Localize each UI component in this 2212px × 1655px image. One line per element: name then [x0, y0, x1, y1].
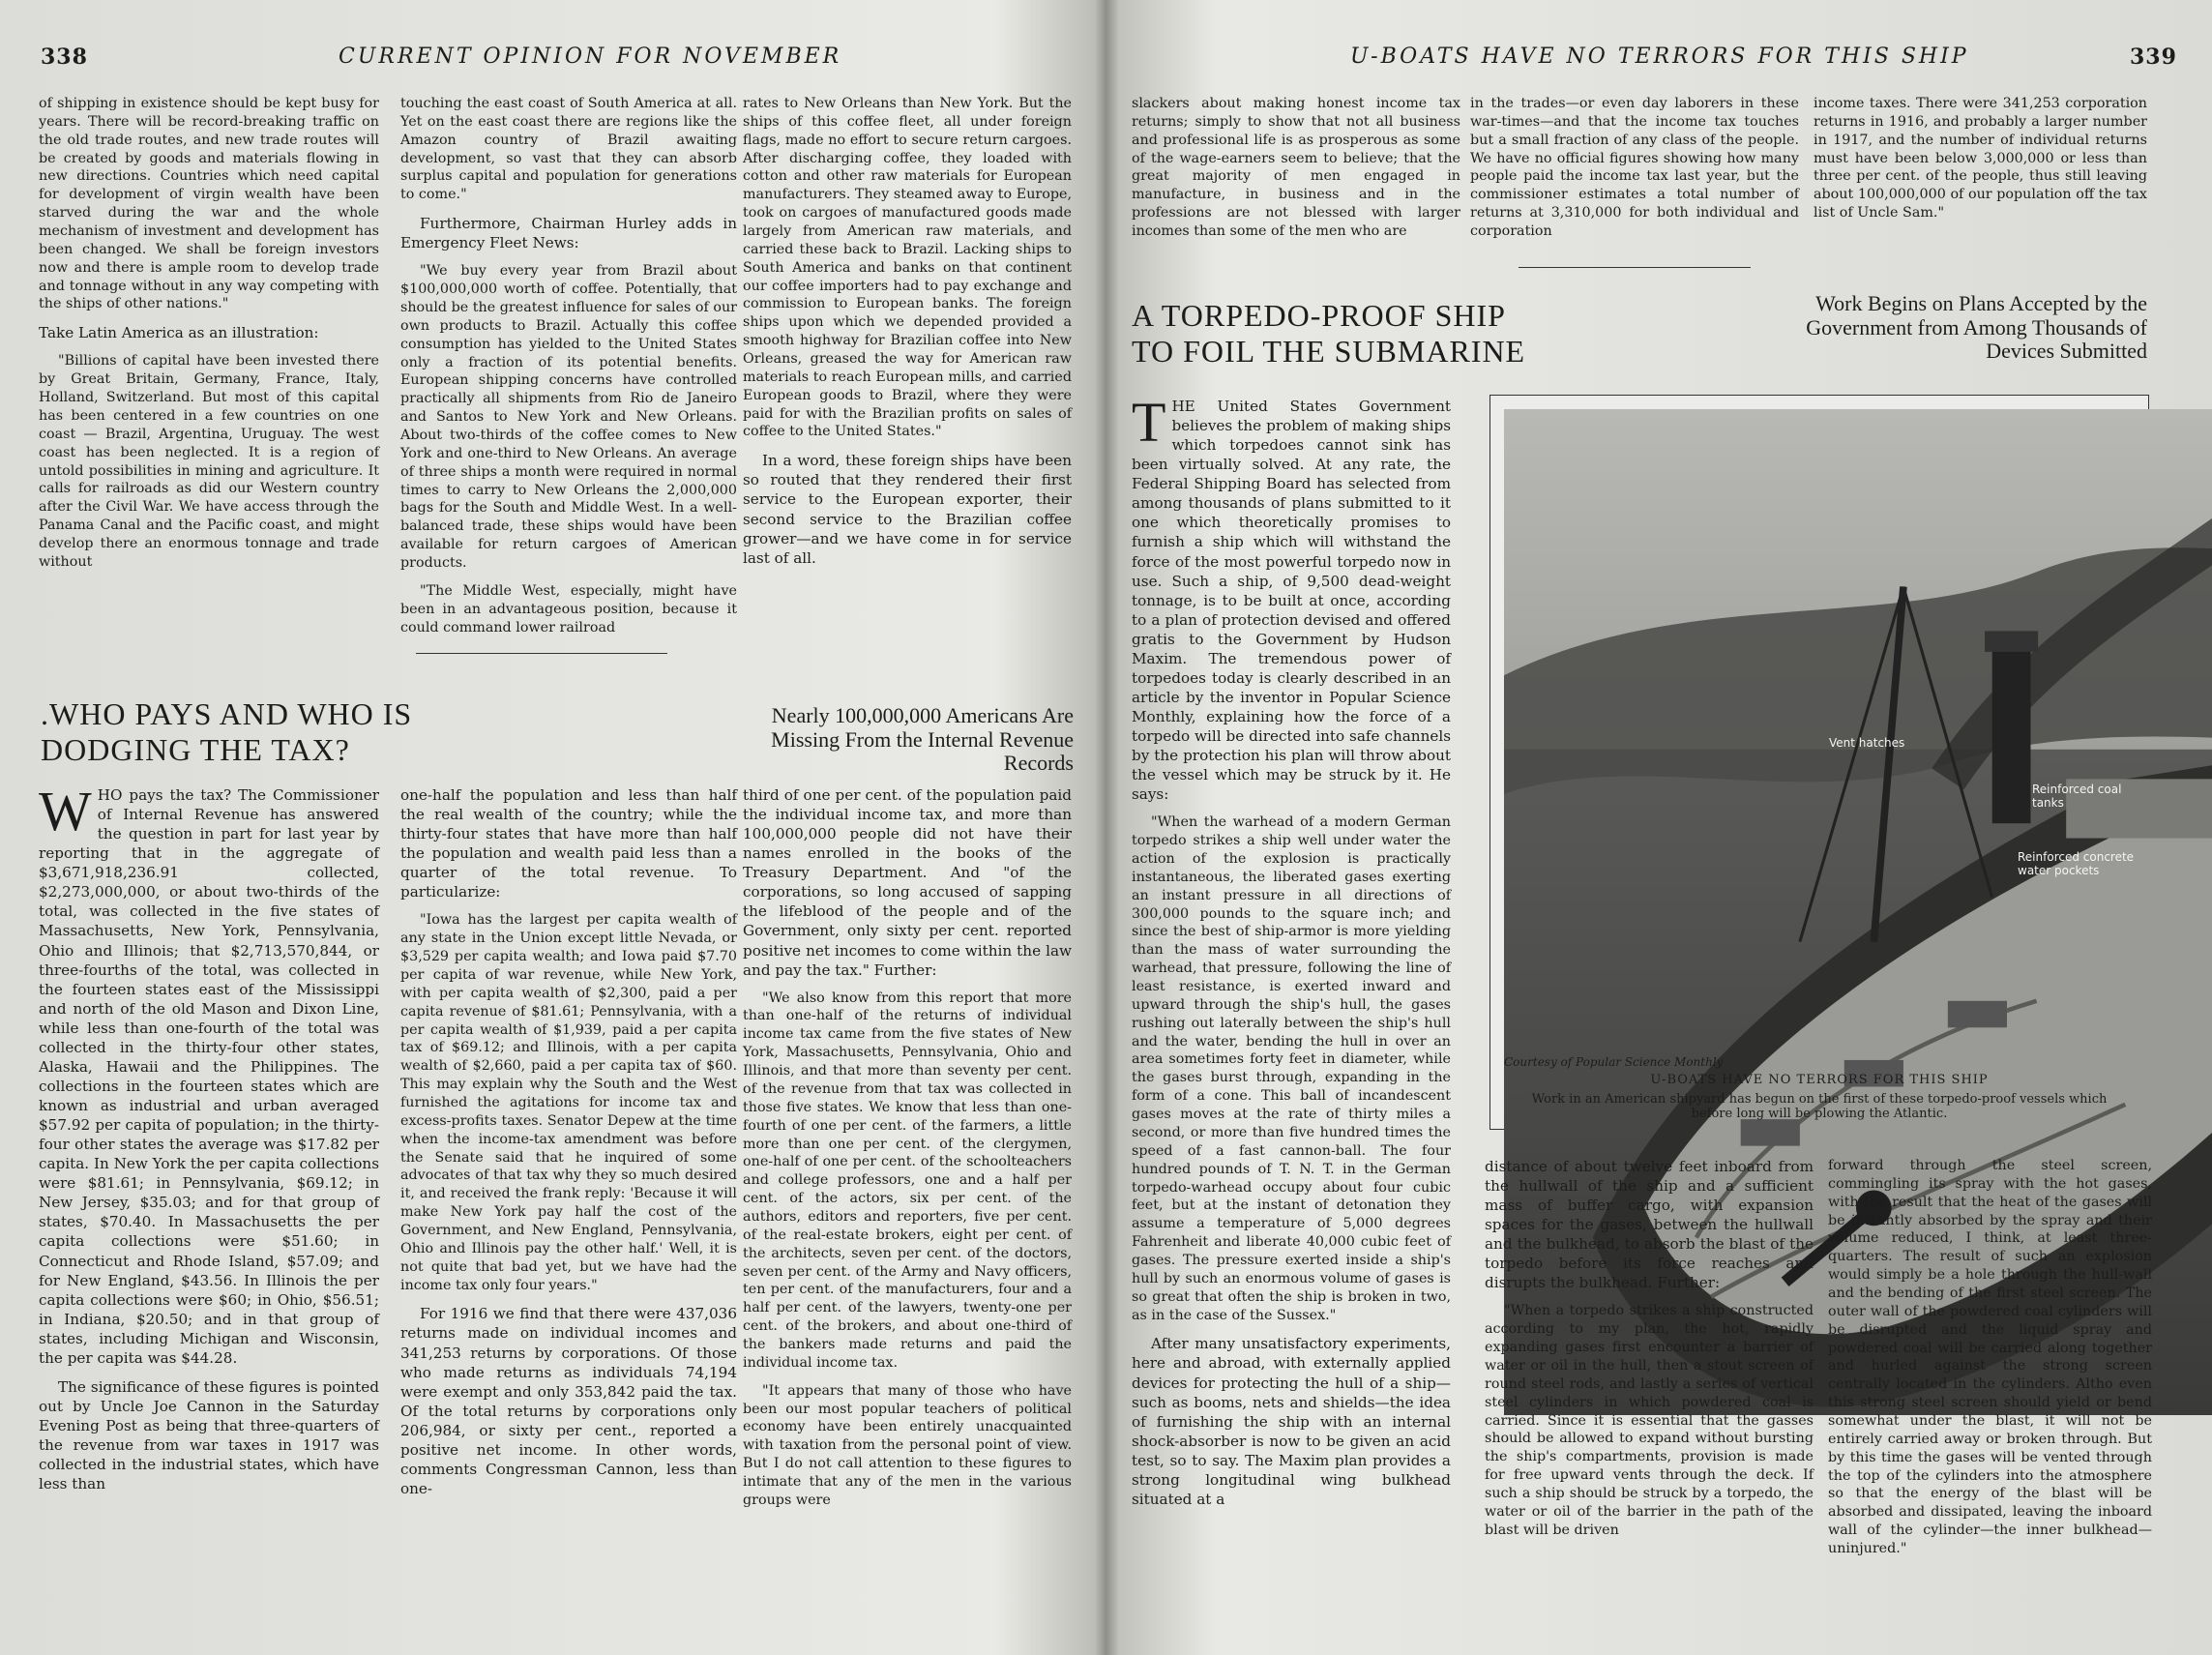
paragraph-text: "Iowa has the largest per capita wealth of any state in the Union except little Nevada, or $3,529 per capita wealth; and Iowa paid $7.70 per capita of war revenue, while New York, with per capita wealth of $2,300, paid a per capita revenue of $81.61; Pennsylvania, with a per capita wealth of $1,939, paid a per capita tax of $69.12; and Illinois, with a per capita wealth of $2,660, paid a per capita tax of $60. This may explain why the South and the West furnished the agitations for income tax and excess-profits taxes. Senator Depew at the time when the income-tax amendment was before the Senate said that he inquired of some advocates of that tax why they so much desired it, and received the frank reply: 'Because it will make New York pay half the cost of the Government, and New England, Pennsylvania, Ohio and Illinois pay the other half.' Well, it is not quite that bad yet, but we have had the income tax only four years." — [400, 912, 737, 1293]
drop-cap: W — [39, 780, 92, 842]
paragraph-text: "When the warhead of a modern German torpedo strikes a ship well under water the action of the explosion is practically instantaneous, the liberated gases exerting an instant pressure in all directions of 300,000 pounds to the square inch; and since the best of ship-armor is more yielding than the mass of water surrounding the warhead, that pressure, following the line of least resistance, is exerted inward and upward through the ship's hull, the gases rushing out laterally between the ship's hull and the water, bending the hull in over an area sometimes forty feet in diameter, while the gases burst through, expanding in the form of a cone. This ball of incandescent gases moves at the rate of thirty miles a second, or more than five hundred times the speed of a fast cannon-ball. The four hundred pounds of T. N. T. in the German torpedo-warhead occupy about four cubic feet, but at the instant of detonation they assume a temperature of 5,000 degrees Fahrenheit and liberate 40,000 cubic feet of gases. The pressure exerted inside a ship's hull by such an enormous volume of gases is so great that often the ship is broken in two, as in the case of the Sussex." — [1132, 814, 1451, 1323]
left-bottom-col-3 — [743, 785, 1072, 1520]
label-coal-tanks: Reinforced coal tanks — [2032, 783, 2122, 810]
paragraph-text: third of one per cent. of the population paid the individual income tax, and more than 100,000,000 people did not have their names enrolled in the books of the Treasury Department. And "of the corporations, so long accused of sapping the lifeblood of the people and of the Government, only sixty per cent. reported positive net incomes to come within the law and pay the tax." Further: — [743, 786, 1072, 979]
paragraph — [39, 323, 379, 342]
paragraph — [400, 262, 737, 573]
paragraph-text: The significance of these figures is pointed out by Uncle Joe Cannon in the Saturday Evening Post as being that three-quarters of the revenue from war taxes in 1917 was collected in the industrial states, which have less than — [39, 1377, 379, 1493]
right-top-col-1 — [1132, 95, 1460, 251]
paragraph — [400, 214, 737, 252]
paragraph — [400, 911, 737, 1294]
paragraph-text: distance of about twelve feet inboard from the hullwall of the ship and a sufficient mass of buffer cargo, with expansion spaces for the gases, between the hullwall and the bulkhead, to absorb the blast of the torpedo before its force reaches and disrupts the bulkhead. Further: — [1485, 1158, 1814, 1292]
article-deck-tax: Nearly 100,000,000 Americans Are Missing From the Internal Revenue Records — [771, 703, 1074, 776]
left-top-col-2 — [400, 95, 737, 646]
right-bottom-col-3 — [1828, 1157, 2152, 1568]
paragraph — [1485, 1302, 1814, 1539]
right-top-col-2 — [1470, 95, 1799, 251]
paragraph-text: of shipping in existence should be kept busy for years. There will be record-breaking traffic on the old trade routes, and new trade routes will be created by goods and materials flowing in new directions. Countries which need capital for development of virgin wealth have been starved during the war and the whole mechanism of investment and development has been changed. We shall be foreign investors now and there is ample room to develop trade and tonnage without in any way competing with the ships of other nations." — [39, 96, 379, 312]
figure-credit: Courtesy of Popular Science Monthly — [1504, 1055, 1724, 1069]
paragraph-text: "When a torpedo strikes a ship constructed according to my plan, the hot, rapidly expanding gases first encounter a barrier of water or oil in the hull, then a stout screen of round steel rods, and lastly a series of vertical steel cylinders in which powdered coal is carried. Since it is essential that the gasses should be allowed to expand without bursting the ship's compartments, provision is made for free upward vents through the deck. If such a ship should be struck by a torpedo, the water or oil of the barrier in the path of the blast will be driven — [1485, 1303, 1814, 1538]
left-page — [0, 0, 1095, 1655]
paragraph-text: After many unsatisfactory experiments, here and abroad, with externally applied devices for protecting the hull of a ship—such as booms, nets and shields—the idea of furnishing the ship with an internal shock-absorber is now to be given an acid test, so to say. The Maxim plan provides a strong longitudinal wing bulkhead situated at a — [1132, 1335, 1451, 1508]
page-number-right: 339 — [2130, 44, 2177, 70]
left-top-col-1 — [39, 95, 379, 581]
paragraph — [743, 990, 1072, 1373]
article-title-tax: .WHO PAYS AND WHO IS DODGING THE TAX? — [41, 696, 413, 767]
paragraph — [400, 785, 737, 901]
right-bottom-col-2 — [1485, 1157, 1814, 1550]
paragraph — [39, 352, 379, 571]
paragraph — [743, 451, 1072, 567]
paragraph-text: forward through the steel screen, commingling its spray with the hot gases, with the result that the heat of the gases will be instantly absorbed by the spray and their volume reduced, I think, at least three-quarters. The result of such an explosion would simply be a hole through the hull-wall and the bending of the first steel screen. The outer wall of the powdered coal cylinders will be disrupted and the liquid spray and powdered coal will be carried along together and hurled against the strong screen centrally located in the cylinders. Altho even this strong steel screen should yield or bend somewhat under the blast, it will not be entirely carried away or broken through. But by this time the gases will be vented through the top of the cylinders into the atmosphere so that the energy of the blast will be absorbed and dissipated, leaving the inboard wall of the cylinder—the inner bulkhead—uninjured." — [1828, 1158, 2152, 1557]
paragraph — [39, 780, 379, 1368]
paragraph-text: rates to New Orleans than New York. But the ships of this coffee fleet, all under foreign flags, made no effort to secure return cargoes. After discharging coffee, they loaded with cotton and other raw materials for European manufacturers. They steamed away to Europe, took on cargoes of manufactured goods made largely from American raw materials, and carried these back to Brazil. Lacking ships to South America and banks on that continent our coffee importers had to pay exchange and commission to European banks. The foreign ships upon which we depended provided a smooth highway for Brazilian coffee into New Orleans, greased the way for American raw materials to reach European mills, and carried European goods to Brazil, where they were paid for with the Brazilian profits on sales of coffee to the United States." — [743, 96, 1072, 440]
left-bottom-col-1 — [39, 780, 379, 1503]
paragraph-text: "It appears that many of those who have been our most popular teachers of political economy have been entirely unacquainted with taxation from the personal point of view. But I do not call attention to these figures to intimate that any of the men in the various groups were — [743, 1382, 1072, 1508]
paragraph — [400, 582, 737, 637]
paragraph — [743, 1382, 1072, 1510]
paragraph-text: one-half the population and less than half the real wealth of the country; while the thirty-four states that have more than half the population and wealth paid less than a quarter of the total revenue. To particularize: — [400, 786, 737, 901]
running-head-right: U-BOATS HAVE NO TERRORS FOR THIS SHIP — [1350, 44, 1969, 69]
paragraph — [39, 95, 379, 313]
left-bottom-col-2 — [400, 785, 737, 1508]
label-concrete-pockets: Reinforced concrete water pockets — [2018, 850, 2135, 877]
section-divider-right — [1519, 267, 1751, 268]
paragraph-text: HE United States Government believes the problem of making ships which torpedoes cannot sink has been virtually solved. At any rate, the Federal Shipping Board has selected from among thousands of plans submitted to it one which theoretically promises to furnish a ship which will withstand the force of the most powerful torpedo now in use. Such a ship, of 9,500 dead-weight tonnage, is to be built at once, according to a plan of protection devised and offered gratis to the Government by Hudson Maxim. The tremendous power of torpedoes today is clearly described in an article by the inventor in Popular Science Monthly, explaining how the force of a torpedo will be directed into safe channels by the protection his plan will throw about the vessel which may be struck by it. He says: — [1132, 398, 1451, 804]
paragraph-text: In a word, these foreign ships have been so routed that they rendered their first service to the European exporter, their second service to the Brazilian coffee grower—and we have come in for service last of all. — [743, 452, 1072, 567]
paragraph — [743, 785, 1072, 980]
paragraph — [1132, 813, 1451, 1324]
paragraph — [1132, 1334, 1451, 1509]
article-title-ship: A TORPEDO-PROOF SHIP TO FOIL THE SUBMARINE — [1132, 298, 1526, 369]
paragraph-text: Take Latin America as an illustration: — [39, 324, 319, 342]
right-top-col-3 — [1814, 95, 2147, 232]
running-head-left: CURRENT OPINION FOR NOVEMBER — [339, 44, 842, 69]
paragraph-text: "Billions of capital have been invested there by Great Britain, Germany, France, Italy, Holland, Switzerland. But most of this capital has been centered in a few countries on one coast — Brazil, Argentina, Uruguay. The west coast has been neglected. It is a region of untold possibilities in mining and agriculture. It calls for railroads as did our Western country after the Civil War. We have access through the Panama Canal and the Pacific coast, and might develop there an enormous tonnage and trade without — [39, 353, 379, 570]
paragraph-text: in the trades—or even day laborers in these war-times—and that the income tax touches but a small fraction of any class of the people. We have no official figures showing how many people paid the income tax last year, but the commissioner estimates a total number of returns at 3,310,000 for both individual and corporation — [1470, 96, 1799, 240]
section-divider-left — [416, 653, 667, 654]
ship-illustration-figure — [1489, 395, 2149, 1130]
paragraph — [1132, 95, 1460, 241]
paragraph — [1828, 1157, 2152, 1558]
paragraph — [400, 1304, 737, 1498]
paragraph-text: slackers about making honest income tax returns; simply to show that not all business and professional life is as prosperous as some of the wage-earners seem to believe; that the great majority of men engaged in manufacture, in business and in the professions are not blessed with larger incomes than some of the men who are — [1132, 96, 1460, 240]
right-page — [1112, 0, 2212, 1655]
paragraph-text: For 1916 we find that there were 437,036 returns made on individual incomes and 341,253 returns by corporations. Of those who made returns as individuals 74,194 were exempt and only 353,842 paid the tax. Of the total returns by corporations only 206,984, or sixty per cent., reported a positive net income. In other words, comments Congressman Cannon, less than one- — [400, 1305, 737, 1497]
paragraph-text: "We buy every year from Brazil about $100,000,000 worth of coffee. Potentially, that should be the greatest influence for sales of our own products to Brazil. Actually this coffee consumption has yielded to the United States only a fraction of its potential benefits. European shipping concerns have controlled practically all shipments from Rio de Janeiro and Santos to New York and New Orleans. About two-thirds of the coffee comes to New York and one-third to New Orleans. An average of three ships a month were required in normal times to carry to New Orleans the 2,000,000 bags for the South and Middle West. In a well-balanced trade, these ships would have been available for return cargoes of American products. — [400, 263, 737, 572]
right-col-1 — [1132, 391, 1451, 1519]
left-top-col-3 — [743, 95, 1072, 577]
drop-cap: T — [1132, 391, 1166, 454]
paragraph — [1485, 1157, 1814, 1292]
paragraph-text: "The Middle West, especially, might have been in an advantageous position, because it could command lower railroad — [400, 582, 737, 635]
paragraph — [39, 1377, 379, 1493]
paragraph — [400, 95, 737, 204]
label-vent-hatches: Vent hatches — [1829, 736, 1905, 750]
figure-caption-head: U-BOATS HAVE NO TERRORS FOR THIS SHIP — [1650, 1073, 1989, 1087]
paragraph-text: income taxes. There were 341,253 corporation returns in 1916, and probably a larger number in 1917, and the number of individual returns must have been below 3,000,000 or less than three per cent. of the people, thus still leaving about 100,000,000 of our population off the tax list of Uncle Sam." — [1814, 96, 2147, 222]
article-deck-ship: Work Begins on Plans Accepted by the Government from Among Thousands of Devices Submitted — [1806, 291, 2147, 364]
page-number-left: 338 — [41, 44, 88, 70]
paragraph — [743, 95, 1072, 441]
paragraph-text: Furthermore, Chairman Hurley adds in Emergency Fleet News: — [400, 215, 737, 252]
paragraph-text: "We also know from this report that more than one-half of the returns of individual income tax came from the five states of New York, Massachusetts, Pennsylvania, Ohio and Illinois, and that more than seventy per cent. of the revenue from that tax was collected in those five states. We know that less than one-fourth of one per cent. of the farmers, a little more than one per cent. of the clergymen, one-half of one per cent. of the schoolteachers and college professors, one and a half per cent. of the actors, six per cent. of the authors, editors and reporters, five per cent. of the real-estate brokers, eight per cent. of the architects, seven per cent. of the doctors, seven per cent. of the Army and Navy officers, ten per cent. of the manufacturers, four and a half per cent. of the lawyers, twenty-one per cent. of the brokers, and about one-third of the bankers made returns and paid the individual income tax. — [743, 990, 1072, 1371]
paragraph-text: touching the east coast of South America at all. Yet on the east coast there are regions like the Amazon country of Brazil awaiting development, so vast that they can absorb surplus capital and population for generations to come." — [400, 96, 737, 203]
paragraph — [1814, 95, 2147, 222]
paragraph — [1470, 95, 1799, 241]
figure-caption: Work in an American shipyard has begun on the first of these torpedo-proof vessels which before long will be plowing the Atlantic. — [1531, 1092, 2108, 1121]
paragraph — [1132, 391, 1451, 804]
paragraph-text: HO pays the tax? The Commissioner of Internal Revenue has answered the question in part for last year by reporting that in the aggregate of $3,671,918,236.91 collected, $2,273,000,000, or about two-thirds of the total, was collected in the five states of Massachusetts, New York, Pennsylvania, Ohio and Illinois; that $2,713,570,844, or three-fourths of the total, was collected in the fourteen states east of the Mississippi and north of the old Mason and Dixon Line, while less than one-fourth of the total was collected in the thirty-four other states, Alaska, Hawaii and the Philippines. The collections in the fourteen states which are known as industrial and urban averaged $57.92 per capita of population; in the thirty-four other states the average was $17.82 per capita. In New York the per capita collections were $81.61; in Pennsylvania, $69.12; in New Jersey, $35.03; and for that group of states, $70.40. In Massachusetts the per capita collections were $51.60; in Connecticut and Rhode Island, $57.09; and for New England, $43.56. In Illinois the per capita collections were $60; in Ohio, $56.51; in Indiana, $20.50; and in that group of states, including Michigan and Wisconsin, the per capita was $44.28. — [39, 786, 379, 1367]
